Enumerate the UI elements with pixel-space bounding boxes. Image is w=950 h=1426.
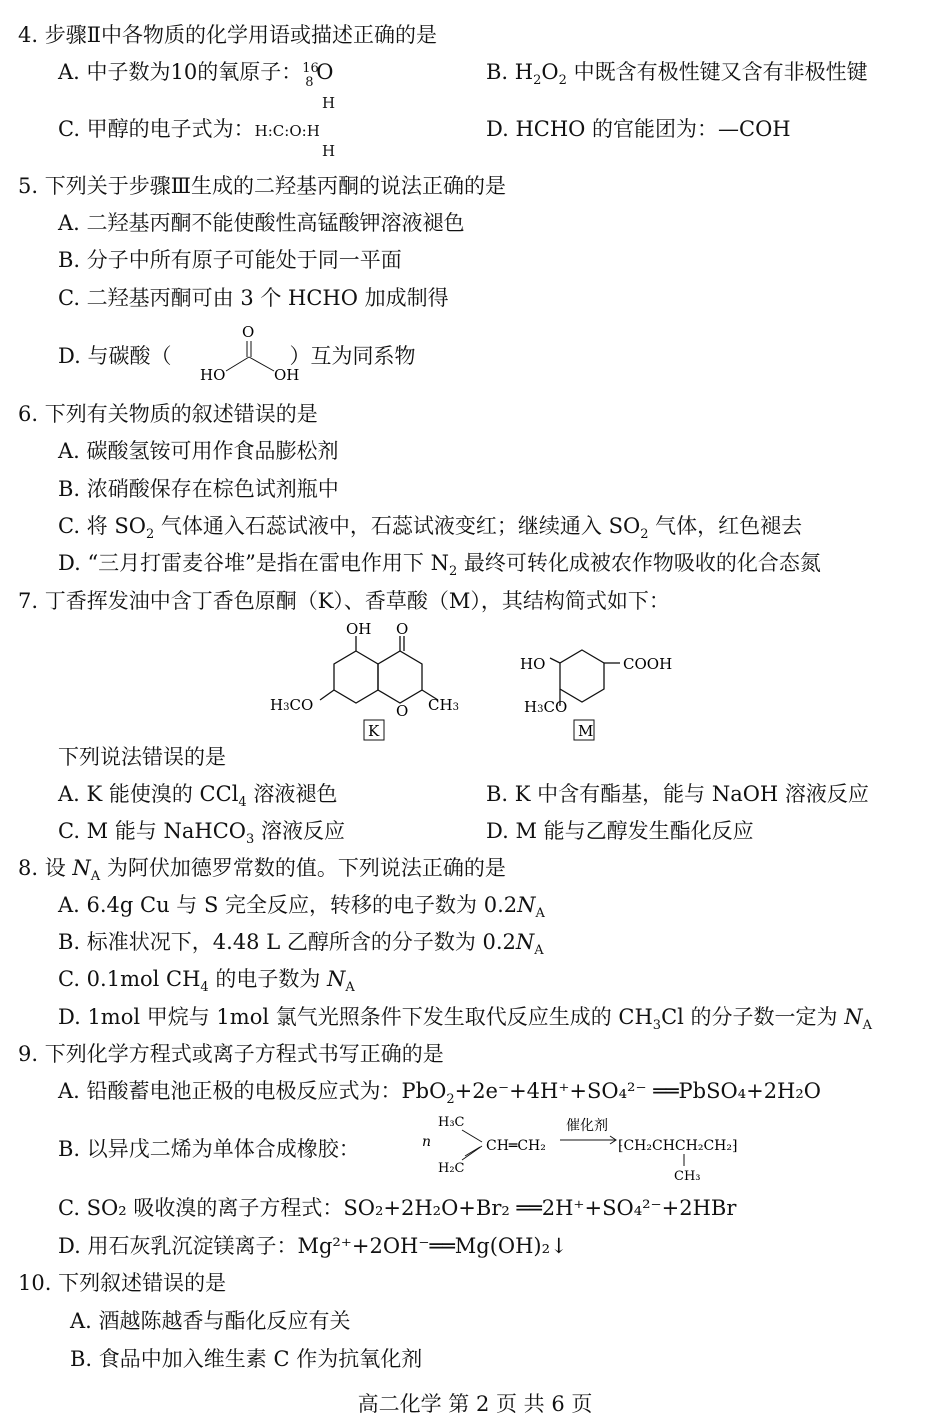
- q10-stem: 10. 下列叙述错误的是: [18, 1271, 227, 1295]
- q7-stem: 7. 丁香挥发油中含丁香色原酮（K）、香草酸（M），其结构简式如下：: [18, 589, 670, 613]
- q7-option-d: D. M 能与乙醇发生酯化反应: [486, 819, 754, 843]
- svg-text:M: M: [578, 722, 594, 740]
- q8-option-a: A. 6.4g Cu 与 S 完全反应，转移的电子数为 $0.2N_A$: [58, 893, 545, 922]
- q8-option-b: B. 标准状况下，4.48 L 乙醇所含的分子数为 $0.2N_A$: [58, 930, 544, 959]
- svg-text:H3CO: H3CO: [270, 696, 314, 714]
- q5-option-d: D. 与碳酸（ ）互为同系物: [58, 344, 416, 368]
- q6-option-d: D. “三月打雷麦谷堆”是指在雷电作用下 $N_2$ 最终可转化成被农作物吸收的化合态氮: [58, 551, 821, 580]
- q5-option-c: C. 二羟基丙酮可由 3 个 HCHO 加成制得: [58, 286, 449, 310]
- q8-option-d: D. 1mol 甲烷与 1mol 氯气光照条件下发生取代反应生成的 $CH_3Cl$ 的分子数一定为 $N_A$: [58, 1005, 872, 1034]
- svg-text:O: O: [396, 620, 409, 638]
- q7-option-b: B. K 中含有酯基，能与 NaOH 溶液反应: [486, 782, 869, 806]
- svg-text:CH₃: CH₃: [674, 1169, 701, 1184]
- q6-option-a: A. 碳酸氢铵可用作食品膨松剂: [58, 439, 339, 463]
- svg-text:CH═CH₂: CH═CH₂: [486, 1138, 546, 1154]
- q6-option-c: C. 将 $SO_2$ 气体通入石蕊试液中，石蕊试液变红；继续通入 $SO_2$ 气体，红色褪去: [58, 514, 803, 543]
- q5-stem: 5. 下列关于步骤Ⅲ生成的二羟基丙酮的说法正确的是: [18, 174, 506, 198]
- q9-option-d: D. 用石灰乳沉淀镁离子：Mg²⁺+2OH⁻══Mg(OH)₂↓: [58, 1234, 568, 1258]
- q6-option-b: B. 浓硝酸保存在棕色试剂瓶中: [58, 477, 339, 501]
- q9-option-a: A. 铅酸蓄电池正极的电极反应式为：PbO$_2$+2e⁻+4H⁺+SO₄²⁻ ══PbSO₄+2H₂O: [58, 1079, 821, 1108]
- q5-option-a: A. 二羟基丙酮不能使酸性高锰酸钾溶液褪色: [58, 211, 465, 235]
- svg-text:H₂C: H₂C: [438, 1161, 465, 1176]
- q9-option-b: B. 以异戊二烯为单体合成橡胶：: [58, 1137, 360, 1161]
- q4-methanol-h-bottom: H: [322, 142, 336, 160]
- q10-option-a: A. 酒越陈越香与酯化反应有关: [70, 1309, 351, 1333]
- svg-text:K: K: [368, 722, 380, 740]
- q7-option-a: A. K 能使溴的 CCl$_4$ 溶液褪色: [58, 782, 338, 811]
- q4-methanol-h-top: H: [322, 94, 336, 112]
- page-footer: 高二化学 第 2 页 共 6 页: [357, 1392, 593, 1416]
- structure-k: [270, 618, 470, 742]
- svg-text:⁅CH₂CHCH₂CH₂⁆: ⁅CH₂CHCH₂CH₂⁆: [618, 1138, 738, 1154]
- q4-option-d: D. HCHO 的官能团为：—COH: [486, 117, 791, 141]
- q5-option-b: B. 分子中所有原子可能处于同一平面: [58, 248, 402, 272]
- svg-text:HO: HO: [200, 366, 226, 384]
- svg-text:CH3: CH3: [428, 696, 459, 714]
- q7-option-c: C. M 能与 NaHCO$_3$ 溶液反应: [58, 819, 345, 848]
- svg-text:OH: OH: [346, 620, 372, 638]
- structure-m: [520, 640, 690, 744]
- q4-option-c: C. 甲醇的电子式为：H:C:O:H: [58, 117, 320, 141]
- carbonic-acid-structure: [196, 320, 314, 388]
- svg-text:催化剂: 催化剂: [566, 1118, 608, 1134]
- q10-option-b: B. 食品中加入维生素 C 作为抗氧化剂: [70, 1347, 423, 1371]
- q4-option-a: A. 中子数为10的氧原子： 16 8 O: [58, 60, 334, 90]
- q4-option-b: B. $H_2O_2$ 中既含有极性键又含有非极性键: [486, 60, 868, 89]
- svg-text:H3CO: H3CO: [524, 698, 568, 716]
- q9-stem: 9. 下列化学方程式或离子方程式书写正确的是: [18, 1042, 444, 1066]
- q6-stem: 6. 下列有关物质的叙述错误的是: [18, 402, 318, 426]
- svg-text:H₃C: H₃C: [438, 1115, 465, 1130]
- svg-text:O: O: [242, 323, 255, 341]
- isoprene-reaction: [420, 1110, 780, 1186]
- q8-option-c: C. 0.1mol $CH_4$ 的电子数为 $N_A$: [58, 967, 355, 996]
- q7-sub-stem: 下列说法错误的是: [58, 745, 226, 769]
- svg-text:HO: HO: [520, 655, 546, 673]
- svg-text:n: n: [422, 1134, 432, 1150]
- svg-text:OH: OH: [274, 366, 300, 384]
- svg-text:COOH: COOH: [623, 655, 673, 673]
- q9-option-c: C. SO₂ 吸收溴的离子方程式：SO₂+2H₂O+Br₂ ══2H⁺+SO₄²⁻+2HBr: [58, 1196, 737, 1220]
- q8-stem: 8. 设 $N_A$ 为阿伏加德罗常数的值。下列说法正确的是: [18, 856, 506, 885]
- q4-stem: 4. 步骤Ⅱ中各物质的化学用语或描述正确的是: [18, 23, 437, 47]
- svg-text:O: O: [396, 702, 409, 720]
